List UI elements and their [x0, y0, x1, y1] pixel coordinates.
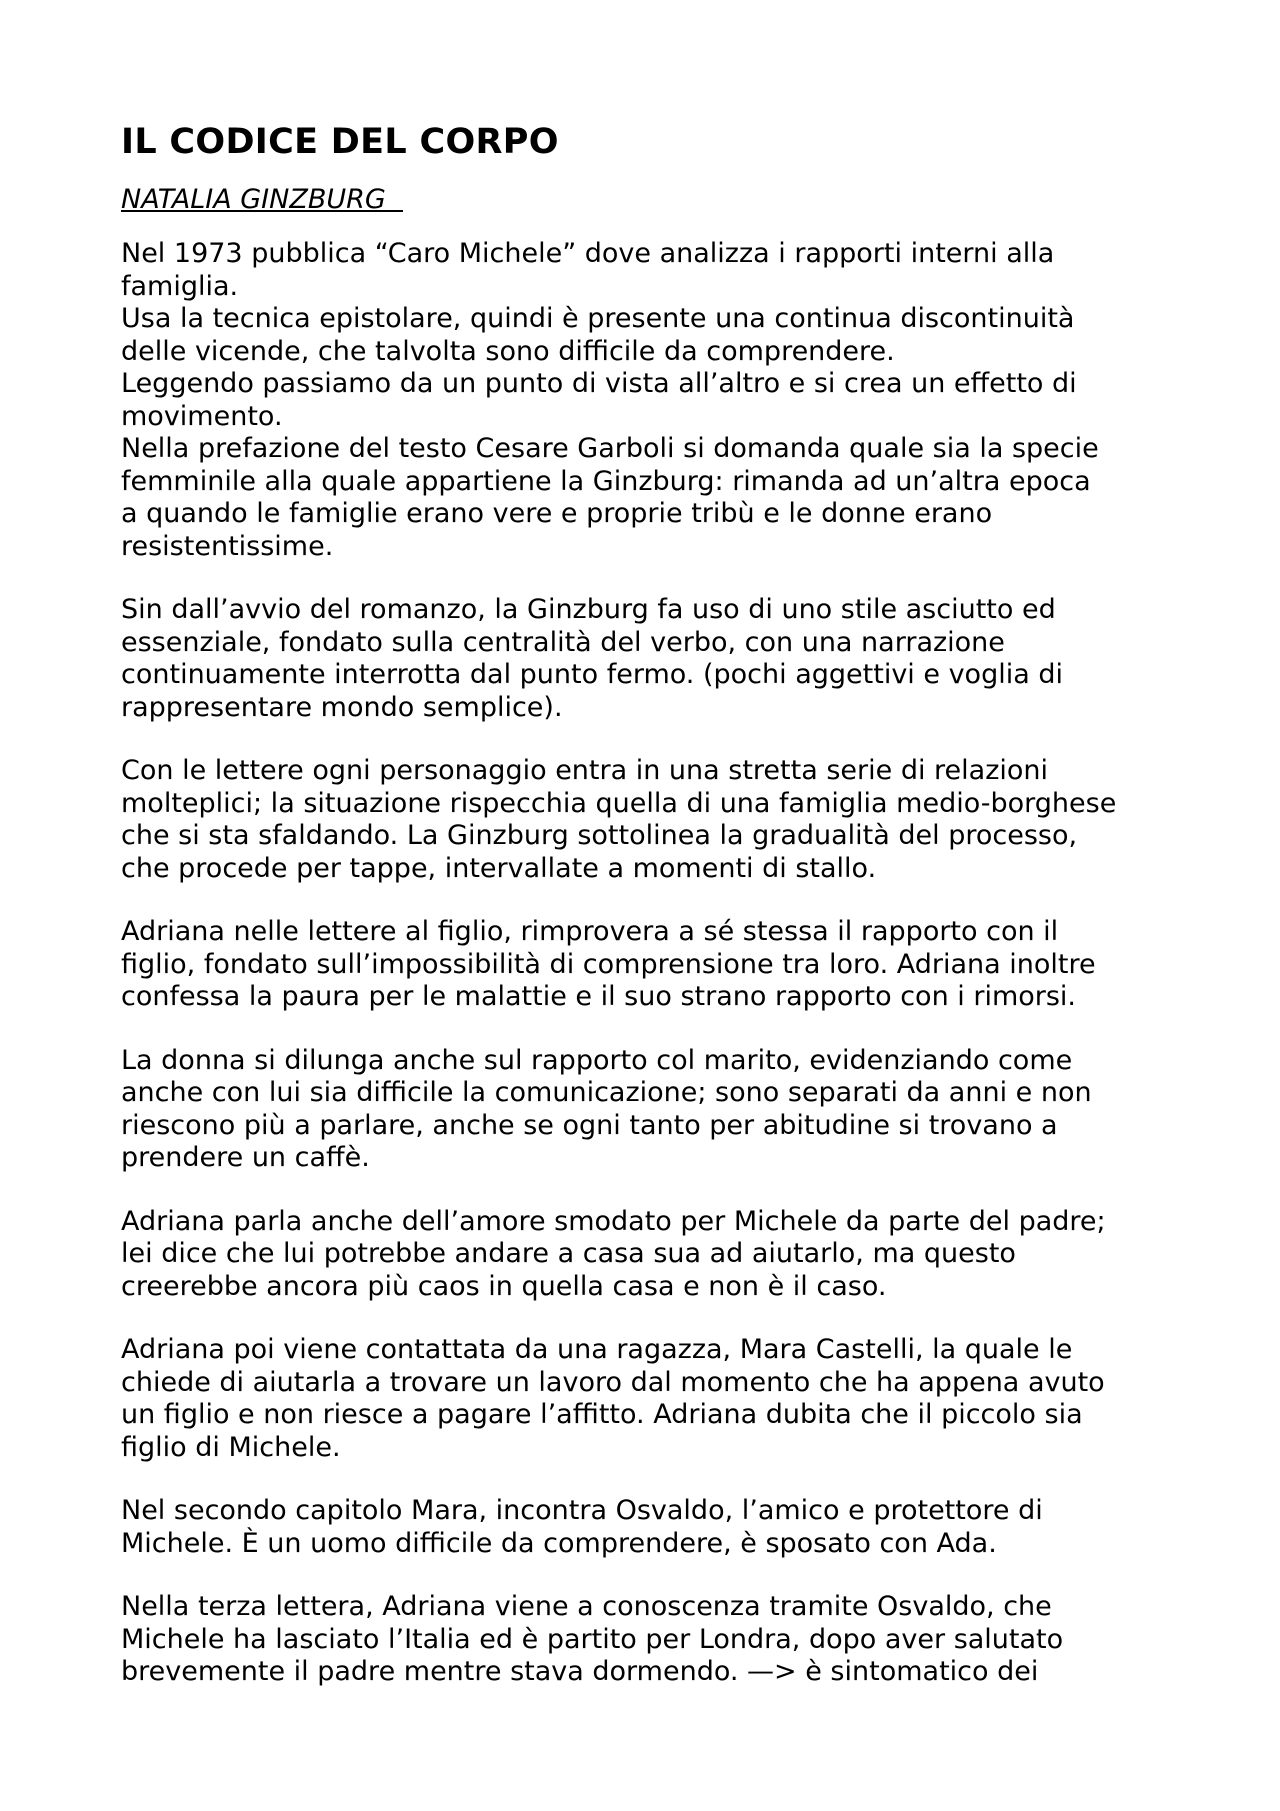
body-paragraph	[121, 1591, 1171, 1689]
paragraph-line: essenziale, fondato sulla centralità del verbo, con una narrazione	[121, 626, 1005, 658]
body-paragraph	[121, 1334, 1171, 1464]
paragraph-line: lei dice che lui potrebbe andare a casa sua ad aiutarlo, ma questo	[121, 1238, 1016, 1269]
author-heading: NATALIA GINZBURG	[121, 184, 403, 215]
body-paragraph	[121, 594, 1171, 724]
paragraph-line: Nel secondo capitolo Mara, incontra Osvaldo, l’amico e protettore di	[121, 1495, 1043, 1526]
paragraph-line: chiede di aiutarla a trovare un lavoro dal momento che ha appena avuto	[121, 1366, 1105, 1398]
paragraph-line: brevemente il padre mentre stava dormendo. —> è sintomatico dei	[121, 1656, 1039, 1687]
body-paragraph	[121, 755, 1171, 885]
paragraph-line: resistentissime.	[121, 530, 334, 562]
paragraph-line: a quando le famiglie erano vere e proprie tribù e le donne erano	[121, 498, 993, 529]
paragraph-line: rappresentare mondo semplice).	[121, 691, 563, 723]
paragraph-line: Adriana poi viene contattata da una ragazza, Mara Castelli, la quale le	[121, 1334, 1073, 1365]
paragraph-line: Leggendo passiamo da un punto di vista all’altro e si crea un effetto di	[121, 368, 1077, 399]
paragraph-line: Nel 1973 pubblica “Caro Michele” dove analizza i rapporti interni alla	[121, 238, 1055, 269]
paragraph-line: che procede per tappe, intervallate a momenti di stallo.	[121, 852, 877, 884]
paragraph-line: Michele ha lasciato l’Italia ed è partito per Londra, dopo aver salutato	[121, 1623, 1064, 1655]
paragraph-line: Sin dall’avvio del romanzo, la Ginzburg fa uso di uno stile asciutto ed	[121, 594, 1056, 625]
paragraph-line: figlio di Michele.	[121, 1431, 341, 1463]
paragraph-line: creerebbe ancora più caos in quella casa e non è il caso.	[121, 1270, 887, 1302]
body-paragraph	[121, 238, 1171, 563]
document-title: IL CODICE DEL CORPO	[121, 122, 559, 162]
paragraph-line: figlio, fondato sull’impossibilità di comprensione tra loro. Adriana inoltre	[121, 948, 1096, 980]
paragraph-line: Adriana parla anche dell’amore smodato per Michele da parte del padre;	[121, 1205, 1106, 1237]
paragraph-line: continuamente interrotta dal punto fermo. (pochi aggettivi e voglia di	[121, 659, 1063, 690]
body-paragraph	[121, 1206, 1171, 1304]
paragraph-line: Nella terza lettera, Adriana viene a conoscenza tramite Osvaldo, che	[121, 1591, 1052, 1622]
paragraph-line: Michele. È un uomo difficile da comprendere, è sposato con Ada.	[121, 1527, 997, 1559]
body-paragraph	[121, 1495, 1171, 1560]
paragraph-line: femminile alla quale appartiene la Ginzburg: rimanda ad un’altra epoca	[121, 465, 1091, 497]
document-body	[121, 118, 1171, 1720]
paragraphs-container	[121, 238, 1171, 1689]
paragraph-line: riescono più a parlare, anche se ogni tanto per abitudine si trovano a	[121, 1109, 1058, 1141]
paragraph-line: molteplici; la situazione rispecchia quella di una famiglia medio-borghese	[121, 787, 1117, 819]
paragraph-line: anche con lui sia difficile la comunicazione; sono separati da anni e non	[121, 1077, 1092, 1108]
body-paragraph	[121, 916, 1171, 1014]
paragraph-line: confessa la paura per le malattie e il suo strano rapporto con i rimorsi.	[121, 981, 1077, 1012]
paragraph-line: famiglia.	[121, 270, 239, 302]
paragraph-line: che si sta sfaldando. La Ginzburg sottolinea la gradualità del processo,	[121, 820, 1078, 851]
paragraph-line: Adriana nelle lettere al figlio, rimprovera a sé stessa il rapporto con il	[121, 916, 1059, 947]
body-paragraph	[121, 1045, 1171, 1175]
paragraph-line: prendere un caffè.	[121, 1142, 370, 1173]
paragraph-line: movimento.	[121, 400, 283, 432]
paragraph-line: La donna si dilunga anche sul rapporto col marito, evidenziando come	[121, 1044, 1073, 1076]
paragraph-line: un figlio e non riesce a pagare l’affitto. Adriana dubita che il piccolo sia	[121, 1399, 1083, 1430]
paragraph-line: delle vicende, che talvolta sono difficile da comprendere.	[121, 335, 895, 367]
paragraph-line: Usa la tecnica epistolare, quindi è presente una continua discontinuità	[121, 303, 1075, 334]
paragraph-line: Nella prefazione del testo Cesare Garboli si domanda quale sia la specie	[121, 433, 1099, 464]
paragraph-line: Con le lettere ogni personaggio entra in una stretta serie di relazioni	[121, 755, 1049, 786]
